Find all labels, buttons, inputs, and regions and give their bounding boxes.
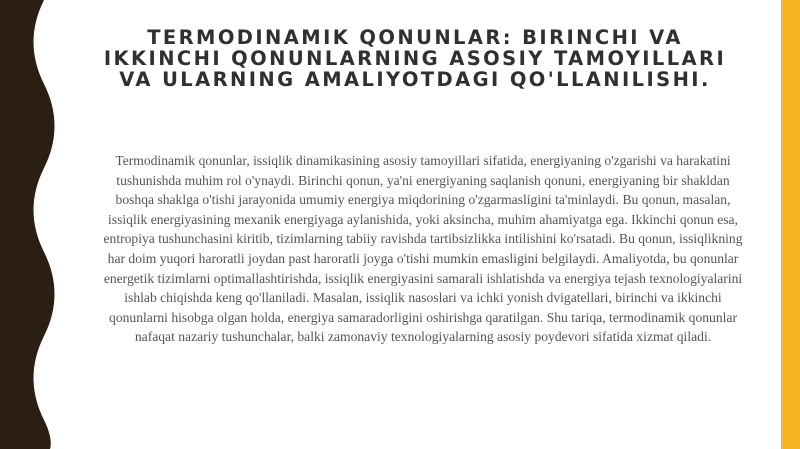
wavy-decoration (0, 0, 80, 449)
slide-title: TERMODINAMIK QONUNLAR: BIRINCHI VA IKKINCHI QONUNLARNING ASOSIY TAMOYILLARI VA ULARNING AMALIYOTDAGI QO'LLANILISHI. (103, 26, 727, 91)
slide-body-text: Termodinamik qonunlar, issiqlik dinamikasining asosiy tamoyillari sifatida, energiyaning o'zgarishi va harakatini tushunishda muhim rol o'ynaydi. Birinchi qonun, ya'ni energiyaning saqlanish qonuni, energiyaning bir shakldan boshqa shaklga o'tishi jarayonida umumiy energiya miqdorining o'zgarmasligini ta'minlaydi. Bu qonun, masalan, issiqlik energiyasining mexanik energiyaga aylanishida, yoki aksincha, muhim ahamiyatga ega. Ikkinchi qonun esa, entropiya tushunchasini kiritib, tizimlarning tabiiy ravishda tartibsizlikka intilishini ko'rsatadi. Bu qonun, issiqlikning har doim yuqori haroratli joydan past haroratli joyga o'tishi mumkin emasligini belgilaydi. Amaliyotda, bu qonunlar energetik tizimlarni optimallashtirishda, issiqlik energiyasini samarali ishlatishda va energiya tejash texnologiyalarini ishlab chiqishda keng qo'llaniladi. Masalan, issiqlik nasoslari va ichki yonish dvigatellari, birinchi va ikkinchi qonunlarni hisobga olgan holda, energiya samaradorligini oshirishga qaratilgan. Shu tariqa, termodinamik qonunlar nafaqat nazariy tushunchalar, balki zamonaviy texnologiyalarning asosiy poydevori sifatida xizmat qiladi. (103, 153, 743, 345)
accent-bar (781, 0, 800, 449)
